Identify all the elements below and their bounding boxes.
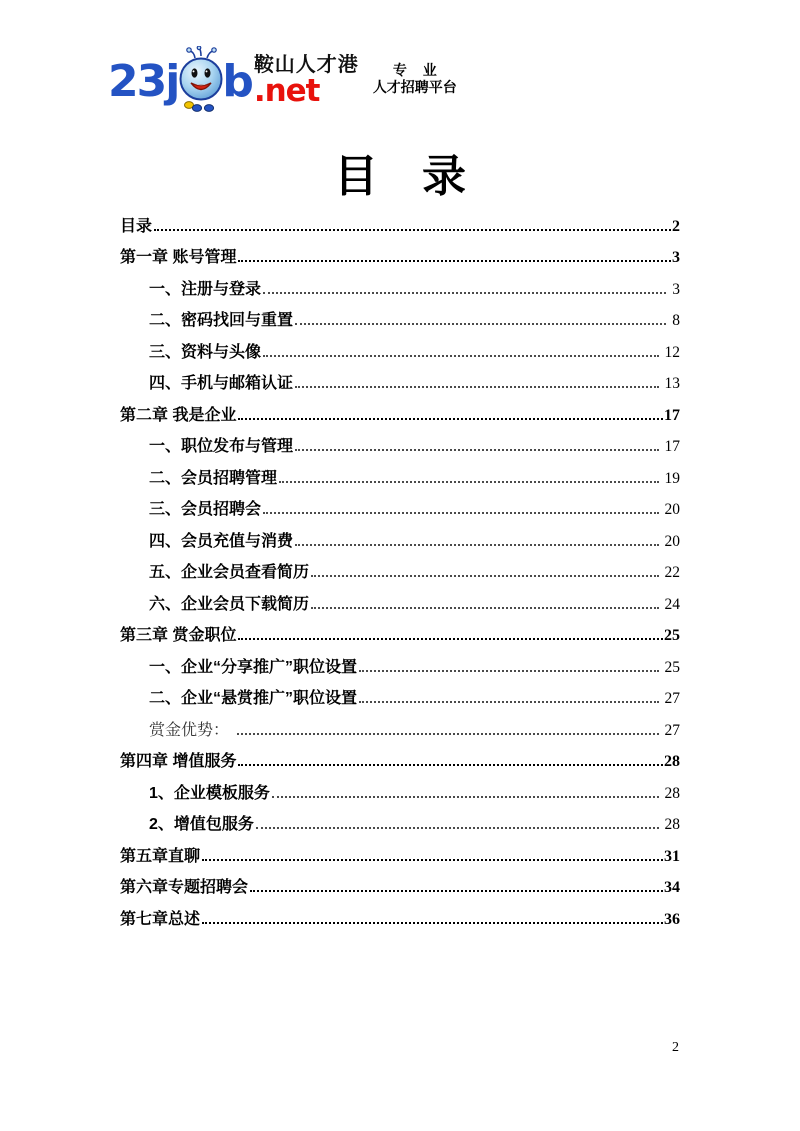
toc-dot-leader: [311, 607, 658, 609]
toc-entry-label: 四、手机与邮箱认证: [149, 375, 294, 392]
logo-text-23j: 23j: [108, 56, 179, 107]
toc-entry[interactable]: [120, 809, 680, 841]
toc-page-number: 20: [664, 532, 680, 550]
toc-dot-leader: [263, 512, 658, 514]
toc-dot-leader: [311, 575, 658, 577]
brand-tagline: [373, 61, 457, 106]
toc-entry[interactable]: [120, 431, 680, 463]
toc-dot-leader: [238, 418, 663, 420]
toc-page-number: 34: [664, 879, 680, 896]
toc-entry[interactable]: [120, 462, 680, 494]
toc-page-number: 13: [664, 375, 680, 392]
toc-entry-label: 第二章 我是企业: [120, 406, 237, 424]
toc-page-number: 28: [664, 753, 680, 770]
toc-dot-leader: [295, 386, 658, 388]
toc-page-number: 8: [672, 312, 680, 329]
toc-dot-leader: [256, 827, 659, 829]
toc-entry-label: 一、注册与登录: [149, 280, 262, 298]
toc-entry[interactable]: [120, 273, 680, 305]
tagline-line2: 人才招聘平台: [372, 79, 457, 95]
toc-page-number: 24: [664, 595, 680, 613]
toc-dot-leader: [202, 922, 663, 924]
toc-entry[interactable]: [120, 777, 680, 809]
toc-page-number: 27: [664, 721, 680, 739]
toc-entry[interactable]: [120, 368, 680, 400]
toc-entry[interactable]: [120, 714, 680, 746]
toc-dot-leader: [263, 355, 658, 357]
toc-dot-leader: [238, 260, 671, 262]
toc-entry-label: 第五章直聊: [120, 847, 201, 865]
toc-entry-label: 五、企业会员查看简历: [149, 564, 310, 581]
site-logo: [108, 44, 457, 109]
toc-entry-label: 第一章 账号管理: [120, 249, 237, 266]
toc-dot-leader: [359, 701, 658, 703]
toc-dot-leader: [250, 890, 663, 892]
toc-entry[interactable]: [120, 336, 680, 368]
table-of-contents: [120, 210, 680, 935]
toc-page-number: 19: [664, 469, 680, 487]
toc-entry-label: 第四章 增值服务: [120, 753, 237, 770]
toc-entry-label: 赏金优势：: [149, 721, 230, 739]
toc-entry[interactable]: [120, 557, 680, 589]
tagline-line1: 专 业: [392, 62, 443, 78]
toc-dot-leader: [154, 229, 671, 231]
toc-page-number: 17: [664, 438, 680, 455]
toc-entry-label: 三、会员招聘会: [149, 501, 262, 518]
toc-entry[interactable]: [120, 399, 680, 431]
toc-entry-label: 第三章 赏金职位: [120, 627, 237, 644]
toc-entry[interactable]: [120, 746, 680, 778]
toc-page-number: 31: [664, 847, 680, 865]
toc-dot-leader: [272, 796, 659, 798]
toc-entry-label: 目录: [120, 217, 153, 235]
toc-dot-leader: [359, 670, 658, 672]
toc-entry-label: 一、企业“分享推广”职位设置: [149, 658, 358, 676]
toc-page-number: 12: [664, 343, 680, 361]
toc-entry-label: 二、企业“悬赏推广”职位设置: [149, 690, 358, 707]
toc-page-number: 28: [664, 816, 680, 833]
toc-dot-leader: [263, 292, 666, 294]
toc-dot-leader: [279, 481, 658, 483]
toc-entry[interactable]: [120, 494, 680, 526]
toc-page-number: 25: [664, 627, 680, 644]
brand-chinese-name: 鞍山人才港: [253, 54, 359, 76]
toc-entry-label: 第六章专题招聘会: [120, 879, 249, 896]
toc-dot-leader: [237, 733, 658, 735]
toc-entry[interactable]: [120, 872, 680, 904]
page-title: 目 录: [334, 152, 466, 201]
toc-page-number: 2: [672, 217, 680, 235]
toc-dot-leader: [295, 323, 666, 325]
toc-entry-label: 2、增值包服务: [149, 816, 254, 833]
toc-entry-label: 三、资料与头像: [149, 343, 262, 361]
logo-text-b: b: [222, 56, 252, 107]
toc-dot-leader: [238, 764, 663, 766]
toc-entry-label: 第七章总述: [120, 910, 201, 928]
toc-page-number: 20: [664, 501, 680, 518]
toc-page-number: 25: [664, 658, 680, 676]
toc-entry-label: 二、会员招聘管理: [149, 469, 278, 487]
toc-page-number: 22: [664, 564, 680, 581]
toc-entry-label: 一、职位发布与管理: [149, 438, 294, 455]
toc-dot-leader: [295, 449, 658, 451]
toc-entry[interactable]: [120, 210, 680, 242]
toc-page-number: 36: [664, 910, 680, 928]
toc-entry[interactable]: [120, 651, 680, 683]
toc-entry[interactable]: [120, 588, 680, 620]
toc-page-number: 3: [672, 280, 680, 298]
toc-page-number: 17: [664, 406, 680, 424]
toc-entry[interactable]: [120, 242, 680, 274]
toc-page-number: 27: [664, 690, 680, 707]
toc-entry[interactable]: [120, 525, 680, 557]
toc-entry[interactable]: [120, 683, 680, 715]
toc-entry-label: 1、企业模板服务: [149, 784, 270, 802]
footer-page-number: 2: [672, 1040, 679, 1055]
toc-entry[interactable]: [120, 305, 680, 337]
toc-dot-leader: [295, 544, 658, 546]
logo-text-net: .net: [253, 73, 320, 109]
toc-entry-label: 六、企业会员下载简历: [149, 595, 310, 613]
toc-entry-label: 二、密码找回与重置: [149, 312, 294, 329]
toc-page-number: 3: [672, 249, 680, 266]
toc-dot-leader: [202, 859, 663, 861]
toc-entry[interactable]: [120, 840, 680, 872]
toc-page-number: 28: [664, 784, 680, 802]
toc-entry[interactable]: [120, 903, 680, 935]
toc-entry[interactable]: [120, 620, 680, 652]
toc-dot-leader: [238, 638, 663, 640]
smiley-ball-icon: [179, 40, 223, 106]
toc-entry-label: 四、会员充值与消费: [149, 532, 294, 550]
